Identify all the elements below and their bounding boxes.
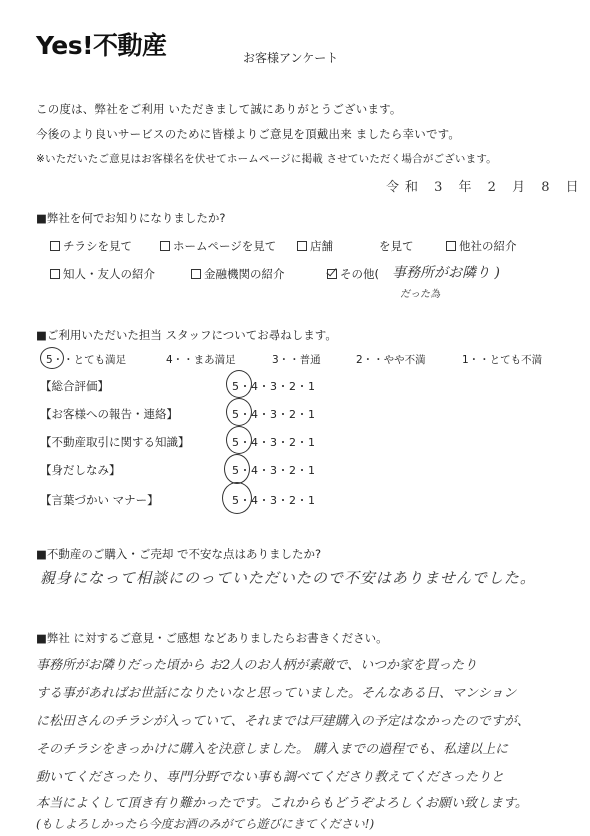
selection-circle xyxy=(222,482,252,514)
other-answer-note: だった為 xyxy=(400,289,440,300)
option-label: その他( xyxy=(340,267,379,281)
rating-scale-overall[interactable]: 5・4・3・2・1 xyxy=(232,380,316,393)
option-label: 金融機関の紹介 xyxy=(204,267,285,281)
scale-legend-5: 5・・とても満足 xyxy=(46,354,127,366)
option-other[interactable] xyxy=(327,266,379,282)
option-label: ホームページを見て xyxy=(173,239,277,253)
question-concerns: ■不動産のご購入・ご売却 で不安な点はありましたか? xyxy=(36,547,322,561)
scale-legend-2: 2・・やや不満 xyxy=(356,354,426,366)
option-flyer[interactable] xyxy=(50,238,132,254)
rating-scale-manners[interactable]: 5・4・3・2・1 xyxy=(232,494,316,507)
question-staff: ■ご利用いただいた担当 スタッフについてお尋ねします。 xyxy=(36,328,337,342)
selection-circle-legend xyxy=(40,347,64,369)
option-label: 知人・友人の紹介 xyxy=(63,267,155,281)
checkbox-icon[interactable] xyxy=(191,269,201,279)
comment-line-6: 本当によくして頂き有り難かったです。これからもどうぞよろしくお願い致します。 xyxy=(36,796,528,811)
rating-row-manners: 【言葉づかい マナー】 xyxy=(40,493,159,507)
selection-circle xyxy=(224,454,250,484)
intro-line-3: ※いただいたご意見はお客様名を伏せてホームページに掲載 させていただく場合がございます。 xyxy=(36,153,497,165)
option-label: 他社の紹介 xyxy=(459,239,517,253)
checkbox-checked-icon[interactable] xyxy=(327,269,337,279)
option-bank[interactable] xyxy=(191,266,285,282)
question-how-found: ■弊社を何でお知りになりましたか? xyxy=(36,211,226,225)
option-homepage[interactable] xyxy=(160,238,276,254)
scale-legend-4: 4・・まあ満足 xyxy=(166,354,236,366)
checkbox-icon[interactable] xyxy=(446,241,456,251)
comment-line-2: する事があればお世話になりたいなと思っていました。そんなある日、マンション xyxy=(36,686,517,701)
selection-circle xyxy=(226,426,252,454)
intro-line-1: この度は、弊社をご利用 いただきまして誠にありがとうございます。 xyxy=(36,102,402,116)
scale-legend-3: 3・・普通 xyxy=(272,354,321,366)
comment-line-4: そのチラシをきっかけに購入を決意しました。 購入までの過程でも、私達以上に xyxy=(36,742,509,757)
comment-line-1: 事務所がお隣りだった頃から お2人のお人柄が素敵で、いつか家を買ったり xyxy=(36,658,478,673)
other-answer: 事務所がお隣り ) xyxy=(392,265,500,281)
intro-line-2: 今後のより良いサービスのために皆様よりご意見を頂戴出来 ましたら幸いです。 xyxy=(36,127,461,141)
rating-scale-appearance[interactable]: 5・4・3・2・1 xyxy=(232,464,316,477)
question-comments: ■弊社 に対するご意見・ご感想 などありましたらお書きください。 xyxy=(36,631,388,645)
option-acquaintance[interactable] xyxy=(50,266,155,282)
rating-row-reporting: 【お客様への報告・連絡】 xyxy=(40,407,178,421)
rating-row-overall: 【総合評価】 xyxy=(40,379,109,393)
option-store-suffix: を見て xyxy=(379,239,414,253)
rating-scale-knowledge[interactable]: 5・4・3・2・1 xyxy=(232,436,316,449)
rating-row-knowledge: 【不動産取引に関する知識】 xyxy=(40,435,190,449)
option-other-company[interactable] xyxy=(446,238,517,254)
form-title: お客様アンケート xyxy=(243,51,339,65)
scale-legend-1: 1・・とても不満 xyxy=(462,354,543,366)
checkbox-icon[interactable] xyxy=(297,241,307,251)
option-label: 店舗 xyxy=(310,239,333,253)
comment-line-5: 動いてくださったり、専門分野でない事も調べてくださり教えてくださったりと xyxy=(36,770,505,785)
date-field: 令和 3 年 2 月 8 日 xyxy=(386,180,585,195)
selection-circle xyxy=(226,370,252,398)
rating-scale-reporting[interactable]: 5・4・3・2・1 xyxy=(232,408,316,421)
selection-circle xyxy=(226,398,252,426)
checkbox-icon[interactable] xyxy=(50,241,60,251)
checkbox-icon[interactable] xyxy=(50,269,60,279)
concerns-answer: 親身になって相談にのっていただいたので不安はありませんでした。 xyxy=(40,569,536,587)
checkbox-icon[interactable] xyxy=(160,241,170,251)
comment-line-7: (もしよろしかったら今度お酒のみがてら遊びにきてください!) xyxy=(36,817,375,831)
option-store[interactable] xyxy=(297,238,333,254)
comment-line-3: に松田さんのチラシが入っていて、それまでは戸建購入の予定はなかったのですが、 xyxy=(36,714,530,729)
company-logo: Yes!不動産 xyxy=(36,31,167,60)
option-label: チラシを見て xyxy=(63,239,132,253)
rating-row-appearance: 【身だしなみ】 xyxy=(40,463,121,477)
